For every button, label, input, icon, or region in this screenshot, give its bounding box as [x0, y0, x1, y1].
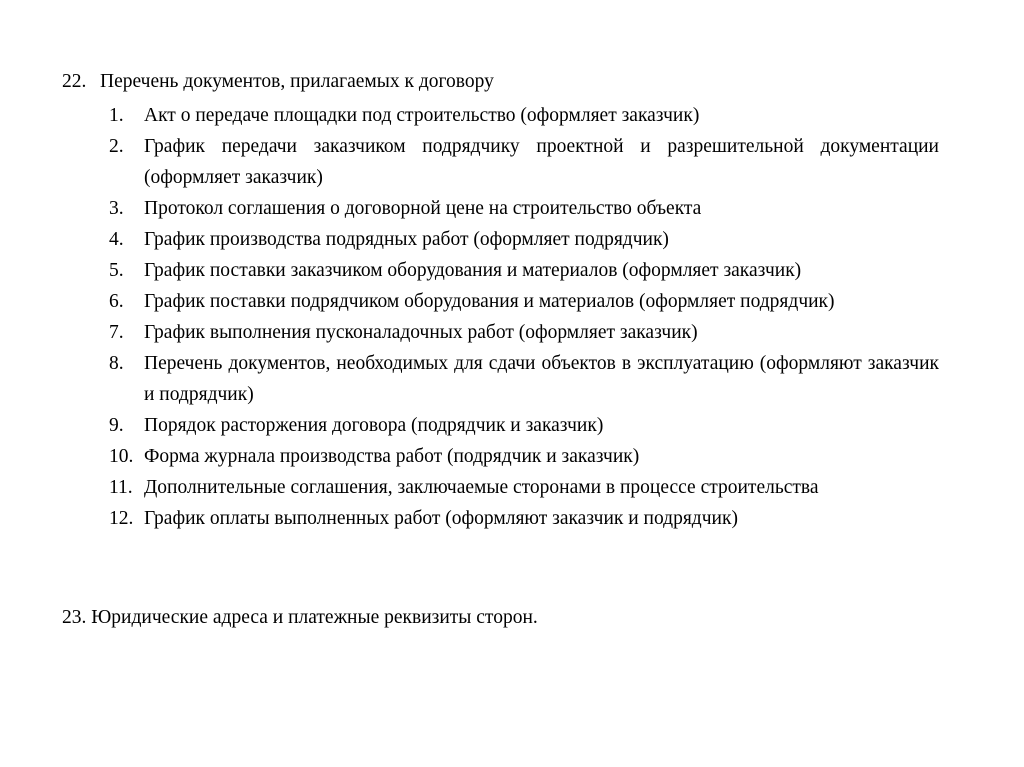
list-item — [109, 410, 939, 441]
list-item — [109, 472, 939, 503]
section-23-text: 23. Юридические адреса и платежные реквизиты сторон. — [62, 607, 538, 628]
list-item — [109, 348, 939, 410]
list-item-number: 9. — [109, 415, 124, 436]
list-item — [109, 286, 939, 317]
list-item-number: 10. — [109, 446, 134, 467]
list-item-text: Дополнительные соглашения, заключаемые сторонами в процессе строительства — [144, 477, 819, 498]
list-item-number: 2. — [109, 136, 124, 157]
list-item-text: Протокол соглашения о договорной цене на строительство объекта — [144, 198, 702, 219]
section-22-title: Перечень документов, прилагаемых к договору — [100, 71, 494, 92]
list-item — [109, 255, 939, 286]
list-item-text: График производства подрядных работ (оформляет подрядчик) — [144, 229, 669, 250]
list-item-number: 3. — [109, 198, 124, 219]
list-item-text: График оплаты выполненных работ (оформляют заказчик и подрядчик) — [144, 508, 738, 529]
list-item-number: 5. — [109, 260, 124, 281]
section-22-heading — [62, 69, 494, 95]
list-item — [109, 224, 939, 255]
list-item — [109, 317, 939, 348]
list-item-number: 1. — [109, 105, 124, 126]
list-item-number: 11. — [109, 477, 133, 498]
list-item-text: График поставки заказчиком оборудования и материалов (оформляет заказчик) — [144, 260, 802, 281]
attached-documents-list — [109, 100, 939, 534]
list-item-number: 12. — [109, 508, 134, 529]
list-item — [109, 131, 939, 193]
list-item-text: Перечень документов, необходимых для сдачи объектов в эксплуатацию (оформляют заказчик и подрядчик) — [144, 353, 939, 405]
list-item-number: 7. — [109, 322, 124, 343]
list-item — [109, 193, 939, 224]
list-item-text: График поставки подрядчиком оборудования и материалов (оформляет подрядчик) — [144, 291, 835, 312]
list-item-number: 6. — [109, 291, 124, 312]
list-item-number: 4. — [109, 229, 124, 250]
list-item-text: Порядок расторжения договора (подрядчик и заказчик) — [144, 415, 604, 436]
list-item-number: 8. — [109, 353, 124, 374]
section-22-number: 22. — [62, 71, 87, 92]
list-item-text: График передачи заказчиком подрядчику проектной и разрешительной документации (оформляет заказчик) — [144, 136, 939, 188]
list-item-text: Форма журнала производства работ (подрядчик и заказчик) — [144, 446, 640, 467]
list-item — [109, 441, 939, 472]
list-item-text: График выполнения пусконаладочных работ (оформляет заказчик) — [144, 322, 698, 343]
list-item-text: Акт о передаче площадки под строительство (оформляет заказчик) — [144, 105, 700, 126]
list-item — [109, 503, 939, 534]
list-item — [109, 100, 939, 131]
